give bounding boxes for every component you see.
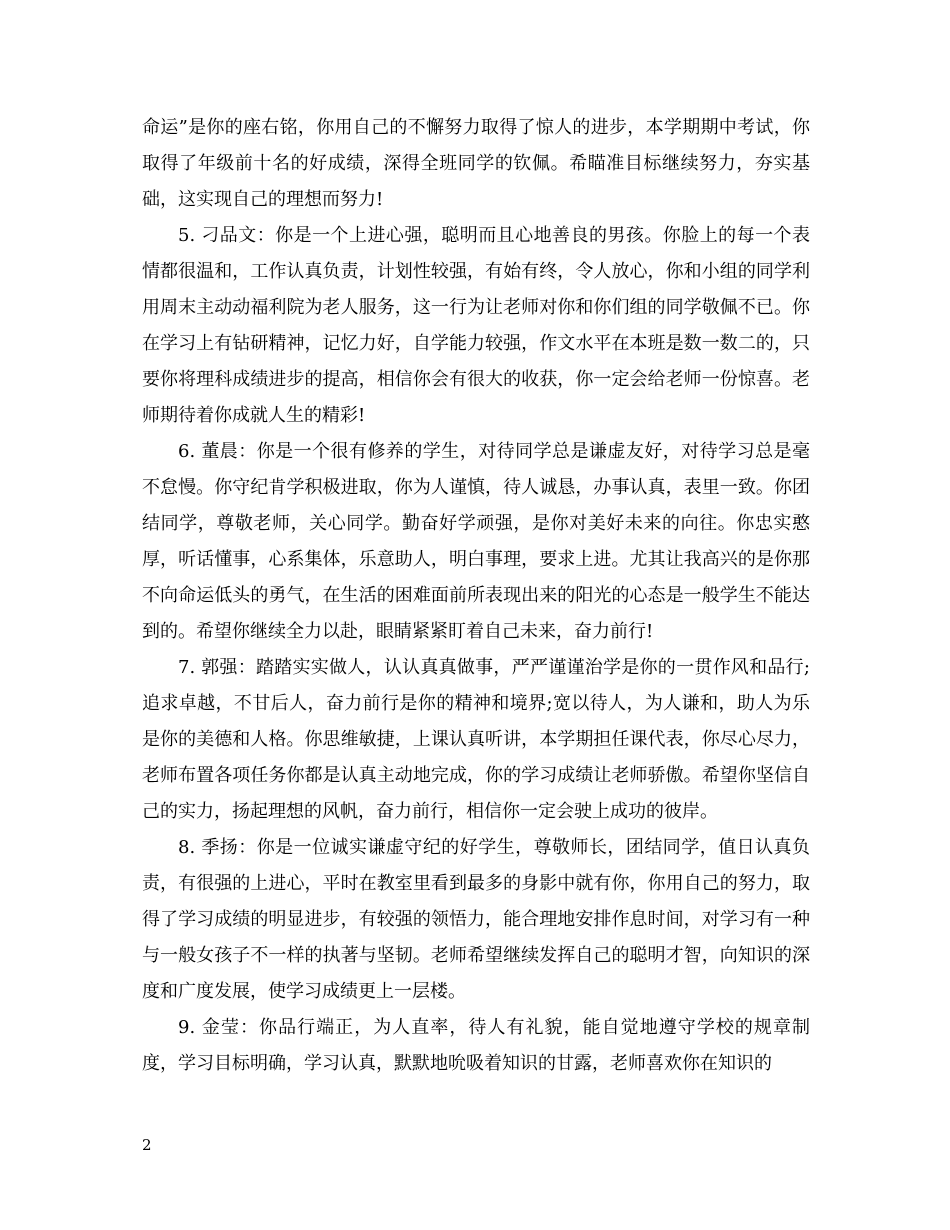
paragraph-continuation: 命运”是你的座右铭，你用自己的不懈努力取得了惊人的进步，本学期期中考试，你取得了年级前十名的好成绩，深得全班同学的钦佩。希瞄准目标继续努力，夯实基础，这实现自己的理想而努力! xyxy=(142,117,810,210)
paragraph-comment-9: 9. 金莹：你品行端正，为人直率，待人有礼貌，能自觉地遵守学校的规章制度，学习目标明确，学习认真，默默地吮吸着知识的甘露，老师喜欢你在知识的 xyxy=(142,1017,810,1074)
paragraph-comment-7: 7. 郭强：踏踏实实做人，认认真真做事，严严谨谨治学是你的一贯作风和品行;追求卓越，不甘后人，奋力前行是你的精神和境界;宽以待人，为人谦和，助人为乐是你的美德和人格。你思维敏捷，上课认真听讲，本学期担任课代表，你尽心尽力，老师布置各项任务你都是认真主动地完成，你的学习成绩让老师骄傲。希望你坚信自己的实力，扬起理想的风帆，奋力前行，相信你一定会驶上成功的彼岸。 xyxy=(142,657,810,822)
paragraph-comment-8: 8. 季扬：你是一位诚实谦虚守纪的好学生，尊敬师长，团结同学，值日认真负责，有很强的上进心，平时在教室里看到最多的身影中就有你，你用自己的努力，取得了学习成绩的明显进步，有较强的领悟力，能合理地安排作息时间，对学习有一种与一般女孩子不一样的执著与坚韧。老师希望继续发挥自己的聪明才智，向知识的深度和广度发展，使学习成绩更上一层楼。 xyxy=(142,837,810,1002)
paragraph-comment-6: 6. 董晨：你是一个很有修养的学生，对待同学总是谦虚友好，对待学习总是毫不怠慢。你守纪肯学积极进取，你为人谨慎，待人诚恳，办事认真，表里一致。你团结同学，尊敬老师，关心同学。勤奋好学顽强，是你对美好未来的向往。你忠实憨厚，听话懂事，心系集体，乐意助人，明白事理，要求上进。尤其让我高兴的是你那不向命运低头的勇气，在生活的困难面前所表现出来的阳光的心态是一般学生不能达到的。希望你继续全力以赴，眼睛紧紧盯着自己未来，奋力前行! xyxy=(142,441,810,642)
page-number: 2 xyxy=(142,1136,152,1154)
paragraph-comment-5: 5. 刁品文：你是一个上进心强，聪明而且心地善良的男孩。你脸上的每一个表情都很温和，工作认真负责，计划性较强，有始有终，令人放心，你和小组的同学利用周末主动动福利院为老人服务，这一行为让老师对你和你们组的同学敬佩不已。你在学习上有钻研精神，记忆力好，自学能力较强，作文水平在本班是数一数二的，只要你将理科成绩进步的提高，相信你会有很大的收获，你一定会给老师一份惊喜。老师期待着你成就人生的精彩! xyxy=(142,225,810,426)
document-body xyxy=(142,110,810,1082)
